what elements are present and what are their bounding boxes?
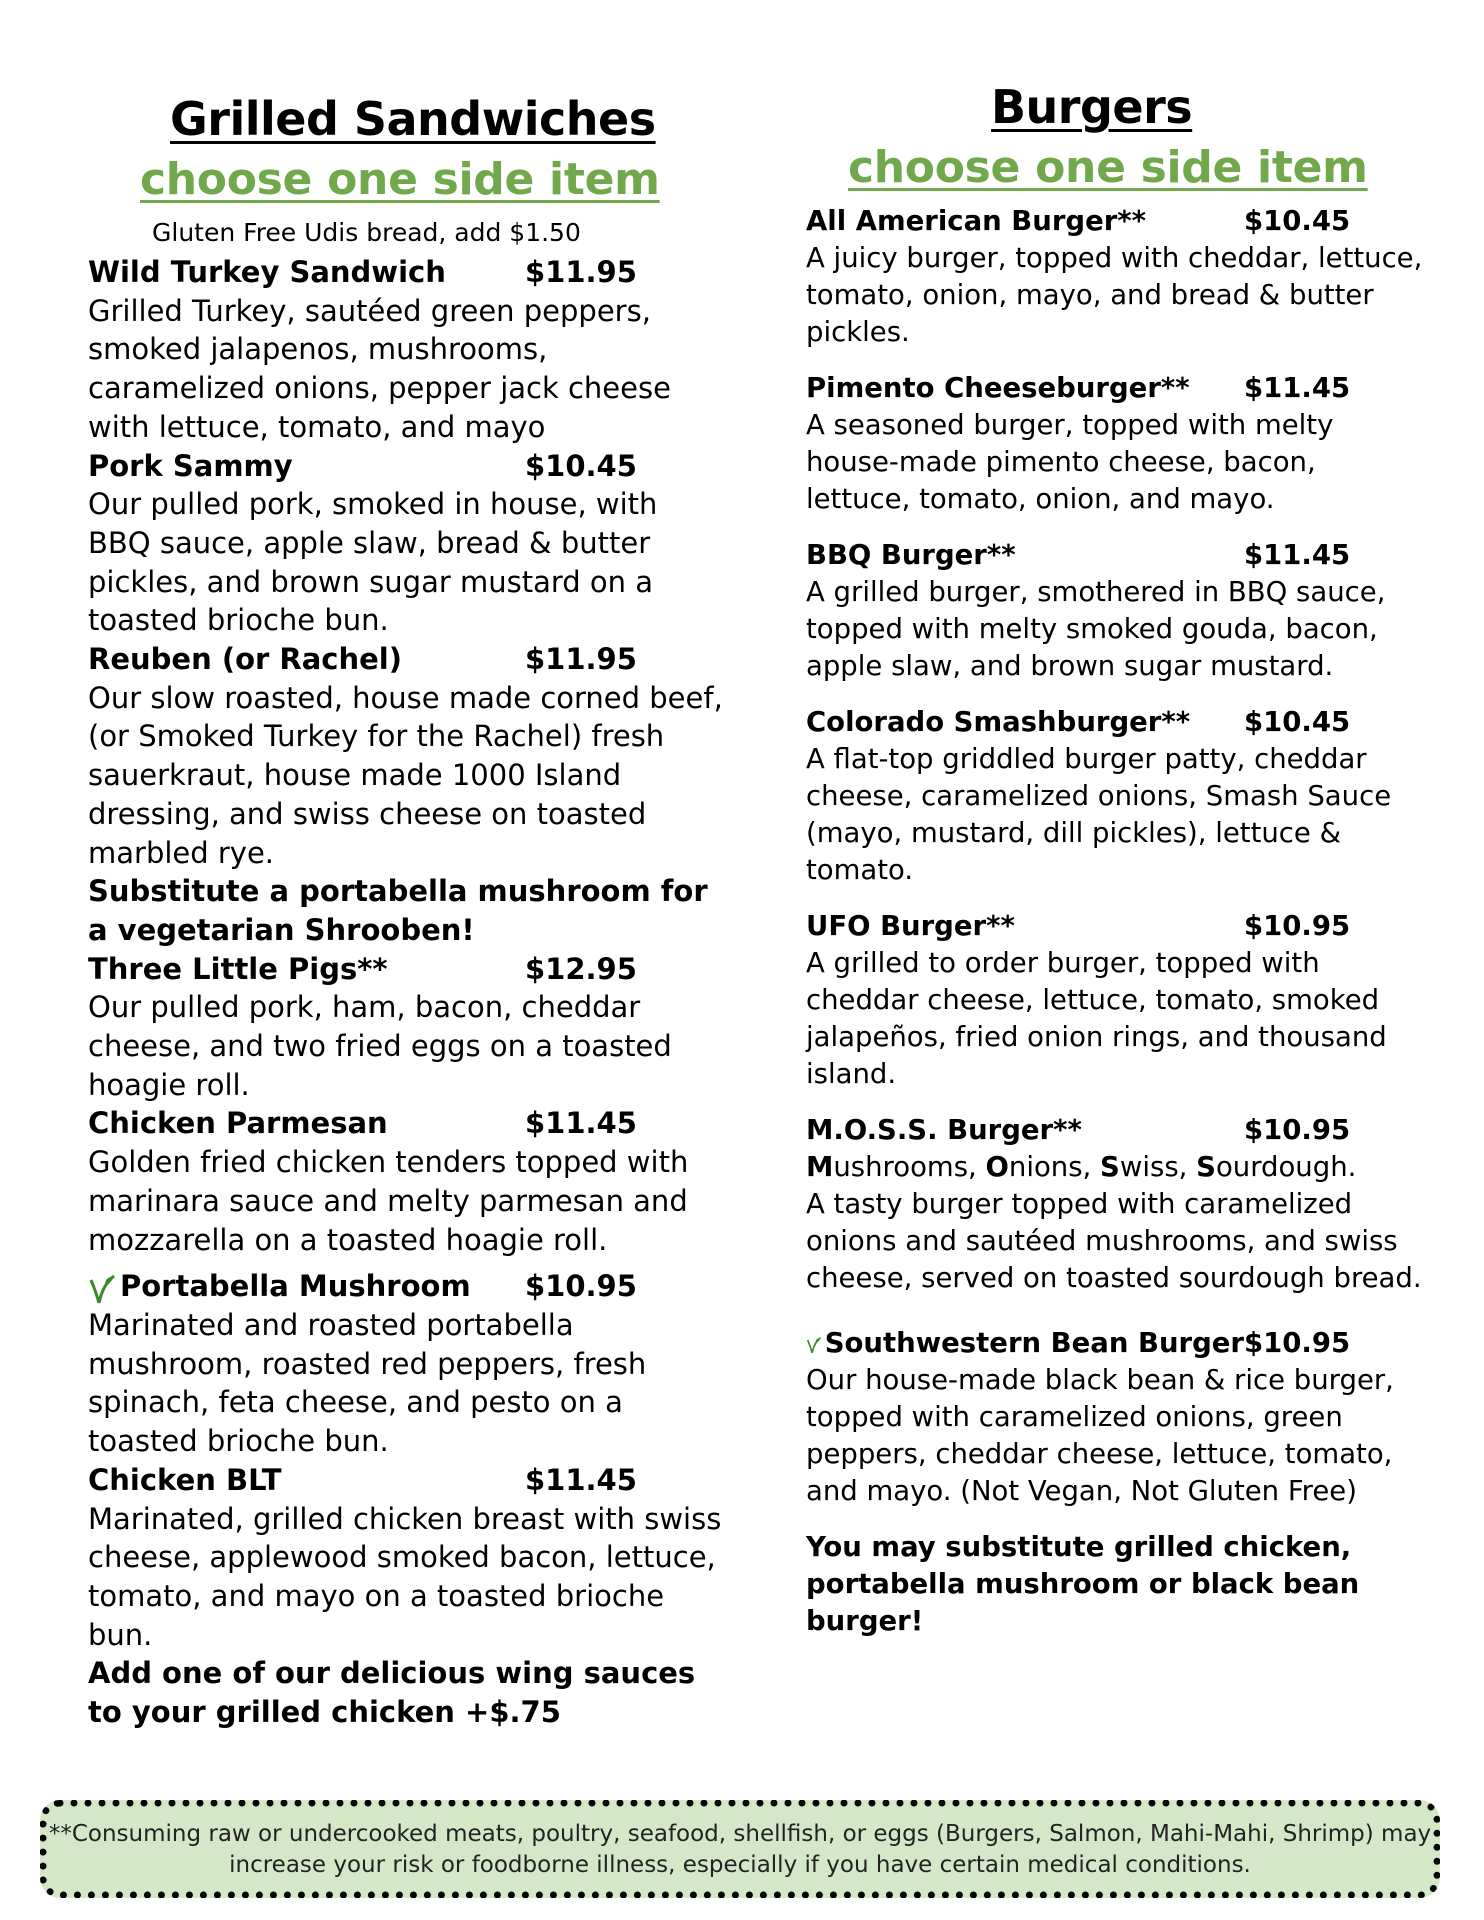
item-name: Three Little Pigs** <box>88 951 388 986</box>
item-description: Our house-made black bean & rice burger, topped with caramelized onions, green peppers, cheddar cheese, lettuce, tomato, and mayo. (Not Vegan, Not Gluten Free) <box>806 1364 1394 1507</box>
item-description: Grilled Turkey, sautéed green peppers, smoked jalapenos, mushrooms, caramelized onions, pepper jack cheese with lettuce, tomato, and mayo <box>88 293 671 444</box>
substitute-note: You may substitute grilled chicken, portabella mushroom or black bean burger! <box>806 1531 1360 1637</box>
item-name: Chicken Parmesan <box>88 1106 388 1141</box>
menu-item <box>88 640 728 872</box>
item-price: $12.95 <box>525 951 637 986</box>
item-name: Pork Sammy <box>88 448 293 483</box>
item-price: $10.45 <box>1244 706 1351 738</box>
item-price: $10.95 <box>1244 910 1351 942</box>
item-description: A grilled to order burger, topped with cheddar cheese, lettuce, tomato, smoked jalapeños, fried onion rings, and thousand island. <box>806 947 1387 1090</box>
item-price: $11.95 <box>525 255 637 289</box>
item-price: $10.45 <box>525 448 637 483</box>
item-description: Our slow roasted, house made corned beef, (or Smoked Turkey for the Rachel) fresh sauerkraut, house made 1000 Island dressing, and swiss cheese on toasted marbled rye. <box>88 680 723 870</box>
item-name: Chicken BLT <box>88 1462 282 1497</box>
menu-item <box>88 253 728 447</box>
menu-item <box>806 537 1426 685</box>
section-title: Burgers <box>991 80 1193 134</box>
menu-item <box>88 447 728 641</box>
section-subtitle: choose one side item <box>848 142 1368 193</box>
menu-item <box>88 950 728 1105</box>
menu-item <box>806 370 1426 518</box>
item-price: $10.95 <box>1244 1114 1351 1146</box>
menu-item <box>806 203 1426 351</box>
sandwich-list <box>88 253 728 1732</box>
item-description: Golden fried chicken tenders topped with marinara sauce and melty parmesan and mozzarella on a toasted hoagie roll. <box>88 1145 689 1257</box>
menu-item <box>88 1267 728 1461</box>
item-name: All American Burger** <box>806 205 1147 237</box>
vegetarian-leaf-icon <box>806 1328 823 1362</box>
item-name: Portabella Mushroom <box>120 1269 471 1304</box>
item-description: Marinated, grilled chicken breast with swiss cheese, applewood smoked bacon, lettuce, tomato, and mayo on a toasted brioche bun. <box>88 1501 722 1652</box>
item-description: Marinated and roasted portabella mushroom, roasted red peppers, fresh spinach, feta cheese, and pesto on a toasted brioche bun. <box>88 1307 647 1459</box>
menu-item <box>806 908 1426 1093</box>
item-price: $11.45 <box>525 1106 637 1141</box>
item-description: A seasoned burger, topped with melty house-made pimento cheese, bacon, lettuce, tomato, onion, and mayo. <box>806 409 1334 515</box>
item-description: A juicy burger, topped with cheddar, lettuce, tomato, onion, mayo, and bread & butter pickles. <box>806 242 1423 348</box>
item-price: $10.95 <box>1244 1327 1351 1359</box>
item-price: $11.45 <box>1244 372 1351 404</box>
item-name: Pimento Cheeseburger** <box>806 372 1190 404</box>
item-name: Southwestern Bean Burger <box>824 1327 1244 1359</box>
menu-item <box>88 1461 728 1655</box>
vegetarian-leaf-icon <box>88 1272 118 1306</box>
item-price: $10.95 <box>525 1269 637 1304</box>
item-price: $11.45 <box>525 1462 637 1497</box>
gluten-free-note: Gluten Free Udis bread, add $1.50 <box>152 218 581 247</box>
item-name: BBQ Burger** <box>806 539 1016 571</box>
wing-sauce-note: Add one of our delicious wing sauces to your grilled chicken +$.75 <box>88 1656 696 1730</box>
item-description: A tasty burger topped with caramelized onions and sautéed mushrooms, and swiss cheese, served on toasted sourdough bread. <box>806 1188 1422 1294</box>
item-description: Our pulled pork, ham, bacon, cheddar cheese, and two fried eggs on a toasted hoagie roll. <box>88 990 672 1102</box>
disclaimer-text: **Consuming raw or undercooked meats, poultry, seafood, shellfish, or eggs (Burgers, Salmon, Mahi-Mahi, Shrimp) may increase your risk or foodborne illness, especially if you have certain medical conditions. <box>48 1821 1432 1878</box>
food-safety-disclaimer <box>40 1800 1440 1898</box>
item-description: Our pulled pork, smoked in house, with BBQ sauce, apple slaw, bread & butter pickles, and brown sugar mustard on a toasted brioche bun. <box>88 487 658 638</box>
section-subtitle: choose one side item <box>140 154 660 205</box>
item-name: Colorado Smashburger** <box>806 706 1191 738</box>
item-price: $11.95 <box>525 642 637 677</box>
menu-item <box>806 1325 1426 1510</box>
menu-item <box>806 704 1426 889</box>
menu-item <box>806 1112 1426 1297</box>
moss-acronym: Mushrooms, Onions, Swiss, Sourdough. <box>806 1151 1357 1183</box>
item-price: $11.45 <box>1244 539 1351 571</box>
item-name: UFO Burger** <box>806 910 1015 942</box>
item-price: $10.45 <box>1244 205 1351 237</box>
burger-list <box>806 203 1426 1640</box>
substitute-note: Substitute a portabella mushroom for a vegetarian Shrooben! <box>88 874 708 947</box>
item-name: M.O.S.S. Burger** <box>806 1114 1082 1146</box>
menu-item <box>88 1104 728 1259</box>
item-description: A grilled burger, smothered in BBQ sauce, topped with melty smoked gouda, bacon, apple slaw, and brown sugar mustard. <box>806 576 1386 682</box>
section-title: Grilled Sandwiches <box>170 92 656 146</box>
item-description: A flat-top griddled burger patty, cheddar cheese, caramelized onions, Smash Sauce (mayo, mustard, dill pickles), lettuce & tomato. <box>806 743 1392 886</box>
item-name: Wild Turkey Sandwich <box>88 255 446 289</box>
item-name: Reuben (or Rachel) <box>88 642 402 677</box>
